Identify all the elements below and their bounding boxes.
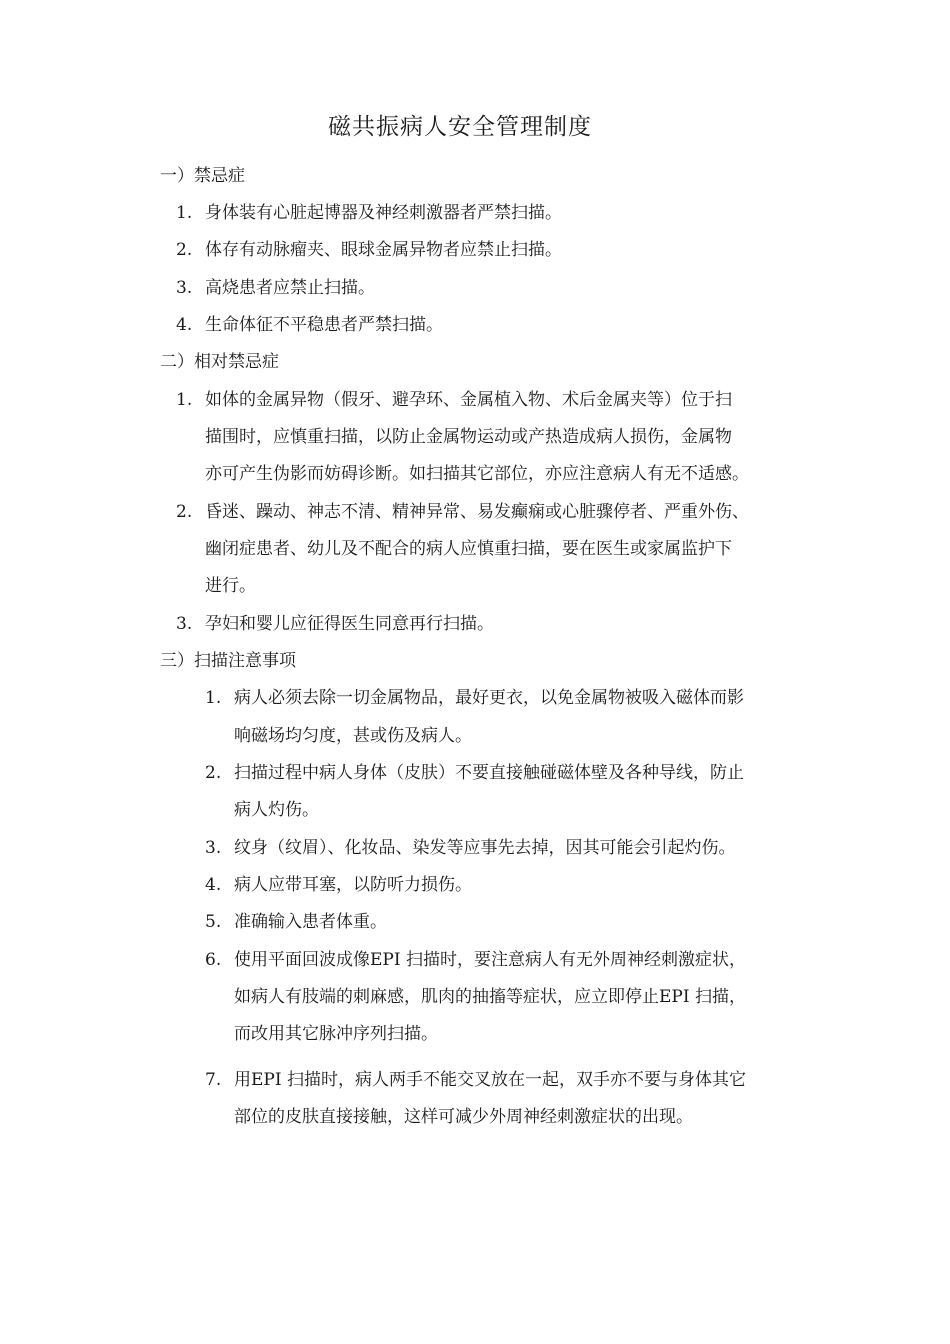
item-line: 扫描过程中病人身体（皮肤）不要直接触碰磁体壁及各种导线，防止: [234, 763, 744, 783]
section-heading: 三）扫描注意事项: [160, 651, 296, 671]
item-line: 病人应带耳塞，以防听力损伤。: [234, 875, 472, 895]
item-number: 1.: [176, 203, 193, 223]
item-number: 4.: [176, 315, 193, 335]
item-number: 2.: [205, 763, 222, 783]
section-heading: 二）相对禁忌症: [160, 352, 279, 372]
item-line: 如体的金属异物（假牙、避孕环、金属植入物、术后金属夹等）位于扫: [205, 390, 732, 410]
item-line: 生命体征不平稳患者严禁扫描。: [205, 315, 443, 335]
item-line: 昏迷、躁动、神志不清、精神异常、易发癫痫或心脏骤停者、严重外伤、: [205, 502, 749, 522]
item-line: 幽闭症患者、幼儿及不配合的病人应慎重扫描，要在医生或家属监护下: [205, 539, 732, 559]
item-line: 部位的皮肤直接接触，这样可减少外周神经刺激症状的出现。: [234, 1107, 693, 1127]
item-line: 高烧患者应禁止扫描。: [205, 278, 375, 298]
item-line: 响磁场均匀度，甚或伤及病人。: [234, 726, 472, 746]
item-number: 3.: [205, 838, 222, 858]
item-number: 2.: [176, 240, 193, 260]
item-number: 3.: [176, 278, 193, 298]
item-line: 使用平面回波成像EPI 扫描时，要注意病人有无外周神经刺激症状，: [234, 950, 746, 970]
item-number: 2.: [176, 502, 193, 522]
item-line: 病人必须去除一切金属物品，最好更衣，以免金属物被吸入磁体而影: [234, 688, 744, 708]
item-number: 5.: [205, 912, 222, 932]
item-line: 纹身（纹眉）、化妆品、染发等应事先去掉，因其可能会引起灼伤。: [234, 838, 736, 858]
item-line: 用EPI 扫描时，病人两手不能交叉放在一起，双手亦不要与身体其它: [234, 1070, 746, 1090]
item-line: 亦可产生伪影而妨碍诊断。如扫描其它部位，亦应注意病人有无不适感。: [205, 464, 749, 484]
item-line: 准确输入患者体重。: [234, 912, 387, 932]
item-number: 6.: [205, 950, 222, 970]
item-line: 病人灼伤。: [234, 800, 319, 820]
item-line: 如病人有肢端的刺麻感，肌肉的抽搐等症状，应立即停止EPI 扫描，: [234, 987, 746, 1007]
item-line: 而改用其它脉冲序列扫描。: [234, 1024, 438, 1044]
item-line: 描围时，应慎重扫描，以防止金属物运动或产热造成病人损伤，金属物: [205, 427, 732, 447]
item-number: 3.: [176, 614, 193, 634]
item-number: 7.: [205, 1070, 222, 1090]
item-number: 1.: [205, 688, 222, 708]
item-line: 孕妇和婴儿应征得医生同意再行扫描。: [205, 614, 494, 634]
item-number: 4.: [205, 875, 222, 895]
section-heading: 一）禁忌症: [160, 166, 245, 186]
item-line: 身体装有心脏起博器及神经刺激器者严禁扫描。: [205, 203, 562, 223]
document-title: 磁共振病人安全管理制度: [328, 114, 592, 140]
item-line: 进行。: [205, 576, 256, 596]
item-line: 体存有动脉瘤夹、眼球金属异物者应禁止扫描。: [205, 240, 562, 260]
item-number: 1.: [176, 390, 193, 410]
